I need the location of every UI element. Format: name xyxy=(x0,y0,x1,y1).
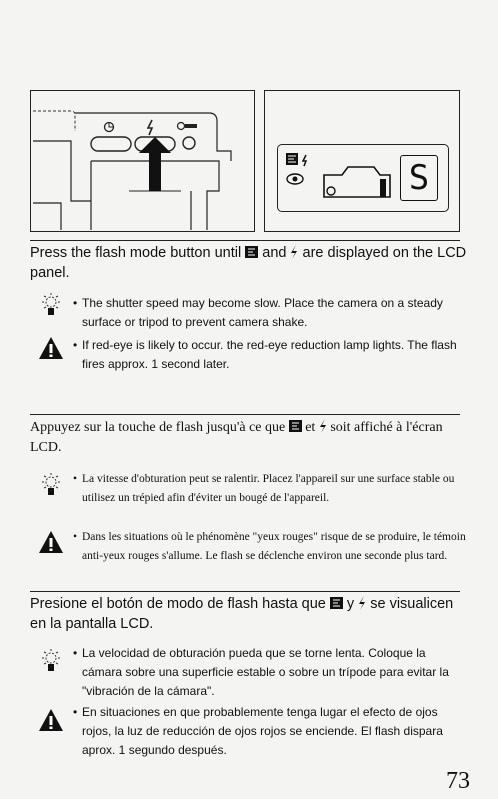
english-note2-text: If red-eye is likely to occur. the red-eye reduction lamp lights. The flash fires approx. 1 second later. xyxy=(82,338,457,371)
page-number: 73 xyxy=(446,768,470,794)
warning-icon xyxy=(38,530,64,554)
divider-spanish xyxy=(30,591,460,592)
english-note-redeye: • If red-eye is likely to occur. the red-eye reduction lamp lights. The flash fires approx. 1 second later. xyxy=(73,338,457,371)
french-note-redeye: • Dans les situations où le phénomène "yeux rouges" risque de se produire, le témoin anti-yeux rouges s'allume. Le flash se déclenche environ une seconde plus tard. xyxy=(73,531,466,562)
french-heading-text-2: soit affiché à l'écran LCD. xyxy=(30,420,443,455)
english-heading-and: and xyxy=(262,245,287,261)
auto-flash-icon xyxy=(289,420,302,432)
english-note-shutter: • The shutter speed may become slow. Place the camera on a steady surface or tripod to prevent camera shake. xyxy=(73,296,443,329)
spanish-note-shutter: • La velocidad de obturación pueda que se torne lenta. Coloque la cámara sobre una superficie estable o sobre un trípode para evitar la "vibración de la cámara". xyxy=(73,646,449,698)
warning-icon xyxy=(38,336,64,360)
english-note1-text: The shutter speed may become slow. Place the camera on a steady surface or tripod to prevent camera shake. xyxy=(82,296,443,329)
english-heading xyxy=(30,243,470,283)
auto-flash-icon xyxy=(330,597,343,609)
spanish-heading-text-2: se visualicen en la pantalla LCD. xyxy=(30,596,454,632)
french-heading xyxy=(30,418,470,458)
divider-french xyxy=(30,414,460,415)
english-heading-text-2: are displayed on the LCD panel. xyxy=(30,245,467,281)
french-note-shutter: • La vitesse d'obturation peut se ralentir. Placez l'appareil sur une surface stable ou utilisez un trépied afin d'éviter un bougé de l'appareil. xyxy=(73,473,455,504)
tip-lightbulb-icon xyxy=(38,472,64,498)
french-note1-text: La vitesse d'obturation peut se ralentir. Placez l'appareil sur une surface stable ou utilisez un trépied afin d'éviter un bougé de l'appareil. xyxy=(82,473,455,504)
spanish-note2-text: En situaciones en que probablemente tenga lugar el efecto de ojos rojos, la luz de reducción de ojos rojos se enciende. El flash dispara aprox. 1 segundo después. xyxy=(82,705,443,757)
french-note2-text: Dans les situations où le phénomène "yeux rouges" risque de se produire, le témoin anti-yeux rouges s'allume. Le flash se déclenche environ une seconde plus tard. xyxy=(82,531,466,562)
divider-english xyxy=(30,240,460,241)
spanish-heading xyxy=(30,594,470,634)
french-heading-text-1: Appuyez sur la touche de flash jusqu'à ce que xyxy=(30,420,286,435)
spanish-note1-text: La velocidad de obturación pueda que se torne lenta. Coloque la cámara sobre una superficie estable o sobre un trípode para evitar la "vibración de la cámara". xyxy=(82,646,449,698)
camera-top-illustration xyxy=(30,90,255,232)
spanish-heading-and: y xyxy=(346,596,355,612)
french-heading-and: et xyxy=(305,420,316,435)
spanish-note-redeye: • En situaciones en que probablemente tenga lugar el efecto de ojos rojos, la luz de reducción de ojos rojos se enciende. El flash dispara aprox. 1 segundo después. xyxy=(73,705,443,757)
lcd-digit: S xyxy=(400,155,438,201)
flash-bolt-icon xyxy=(358,596,366,610)
tip-lightbulb-icon xyxy=(38,648,64,674)
lcd-panel-illustration xyxy=(264,90,460,232)
tip-lightbulb-icon xyxy=(38,292,64,318)
flash-bolt-icon xyxy=(319,419,327,433)
warning-icon xyxy=(38,708,64,732)
spanish-heading-text-1: Presione el botón de modo de flash hasta que xyxy=(30,596,326,612)
english-heading-text-1: Press the flash mode button until xyxy=(30,245,242,261)
auto-flash-icon xyxy=(245,246,258,258)
flash-bolt-icon xyxy=(290,245,298,259)
